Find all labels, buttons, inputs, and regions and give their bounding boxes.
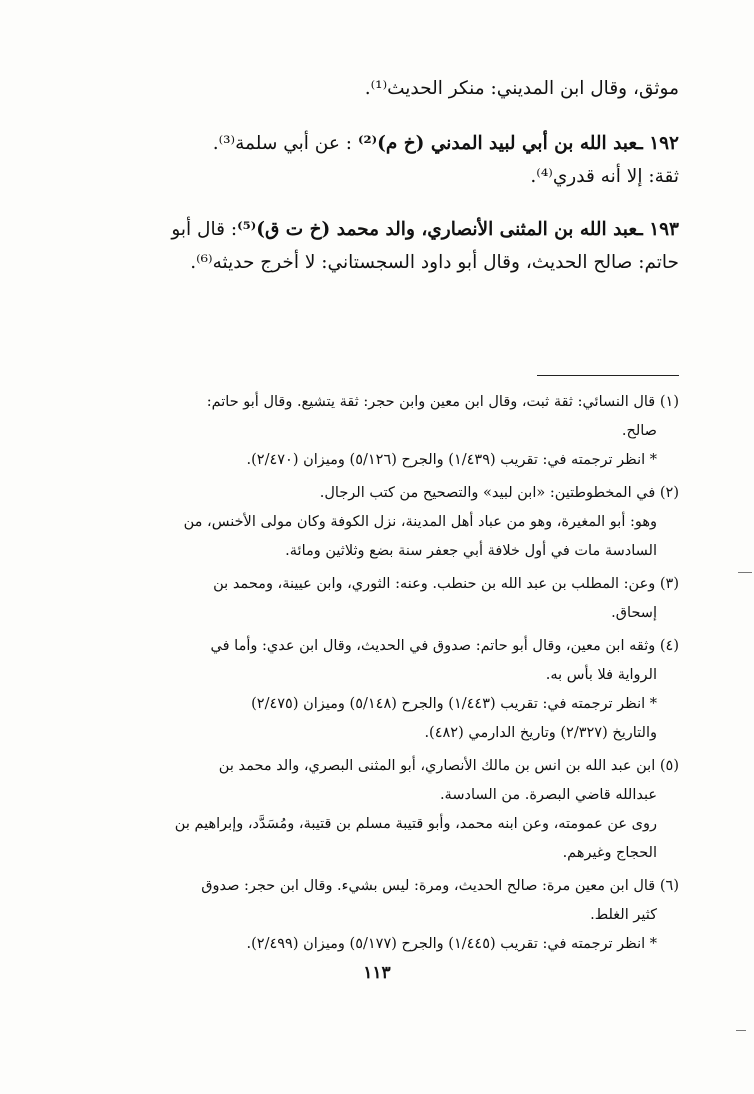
footnote-line: قال ابن معين مرة: صالح الحديث، ومرة: ليس بشيء. وقال ابن حجر: صدوق [201, 878, 656, 894]
footnote-1 [104, 388, 679, 475]
footnote-line: إسحاق. [611, 605, 657, 621]
footnote-line: قال النسائي: ثقة ثبت، وقال ابن معين وابن حجر: ثقة يتشيع. وقال أبو حاتم: [206, 394, 656, 410]
footnote-line: كثير الغلط. [590, 907, 657, 923]
footnote-line: عبدالله قاضي البصرة. من السادسة. [439, 787, 657, 803]
footnote-line: صالح. [621, 423, 657, 439]
footnote-reference: والتاريخ (٢/٣٢٧) وتاريخ الدارمي (٤٨٢). [424, 725, 657, 741]
scan-edge-mark [736, 1030, 746, 1031]
entry-193 [104, 213, 679, 246]
main-text [104, 72, 679, 279]
footnote-3 [104, 570, 679, 628]
scan-edge-mark [738, 572, 752, 573]
footnote-line: روى عن عمومته، وعن ابنه محمد، وأبو قتيبة مسلم بن قتيبة، ومُسَدَّد، وإبراهيم بن [174, 816, 657, 832]
footnote-label: (٢) [659, 485, 679, 501]
footnote-reference: * انظر ترجمته في: تقريب (١/٤٤٥) والجرح (٥/١٧٧) وميزان (٢/٤٩٩). [246, 936, 657, 952]
footnote-5 [104, 752, 679, 868]
footnote-4 [104, 632, 679, 748]
narrator-name: عبد الله بن المثنى الأنصاري، والد محمد (خ ت ق)⁽⁵⁾ [237, 219, 638, 240]
footnote-line: الحجاج وغيرهم. [562, 845, 657, 861]
footnote-label: (٦) [659, 878, 679, 894]
entry-192 [104, 127, 679, 160]
entry-number: ١٩٢ ـ [637, 133, 679, 154]
footnote-label: (٥) [659, 758, 679, 774]
footnote-2 [104, 479, 679, 566]
footnote-reference: * انظر ترجمته في: تقريب (١/٤٣٩) والجرح (٥/١٢٦) وميزان (٢/٤٧٠). [246, 452, 657, 468]
footnote-label: (١) [659, 394, 679, 410]
page-body [104, 72, 679, 963]
footnote-reference: * انظر ترجمته في: تقريب (١/٤٤٣) والجرح (٥/١٤٨) وميزان (٢/٤٧٥) [251, 696, 657, 712]
entry-text: : عن أبي سلمة⁽³⁾. [212, 133, 353, 154]
narrator-name: عبد الله بن أبي لبيد المدني (خ م)⁽²⁾ [357, 133, 638, 154]
footnote-label: (٤) [659, 638, 679, 654]
footnote-line: الرواية فلا بأس به. [545, 667, 657, 683]
entry-number: ١٩٣ ـ [637, 219, 679, 240]
footnote-line: وثقه ابن معين، وقال أبو حاتم: صدوق في الحديث، وقال ابن عدي: وأما في [210, 638, 656, 654]
entry-text: : قال أبو [171, 219, 238, 240]
footnote-separator [537, 375, 679, 376]
continuation-line: موثق، وقال ابن المديني: منكر الحديث⁽¹⁾. [364, 78, 679, 99]
footnote-line: السادسة مات في أول خلافة أبي جعفر سنة بضع وثلاثين ومائة. [285, 543, 657, 559]
footnote-line: وعن: المطلب بن عبد الله بن حنطب. وعنه: الثوري، وابن عيينة، ومحمد بن [213, 576, 656, 592]
footnotes [104, 388, 679, 959]
footnote-6 [104, 872, 679, 959]
page-number: ١١٣ [363, 963, 391, 983]
entry-192-line2: ثقة: إلا أنه قدري⁽⁴⁾. [530, 166, 679, 187]
entry-193-line2: حاتم: صالح الحديث، وقال أبو داود السجستاني: لا أخرج حديثه⁽⁶⁾. [190, 252, 679, 273]
footnote-line: ابن عبد الله بن انس بن مالك الأنصاري، أبو المثنى البصري، والد محمد بن [218, 758, 656, 774]
footnote-label: (٣) [659, 576, 679, 592]
footnote-line: وهو: أبو المغيرة، وهو من عباد أهل المدينة، نزل الكوفة وكان مولى الأخنس، من [183, 514, 657, 530]
footnote-line: في المخطوطتين: «ابن لبيد» والتصحيح من كتب الرجال. [319, 485, 656, 501]
